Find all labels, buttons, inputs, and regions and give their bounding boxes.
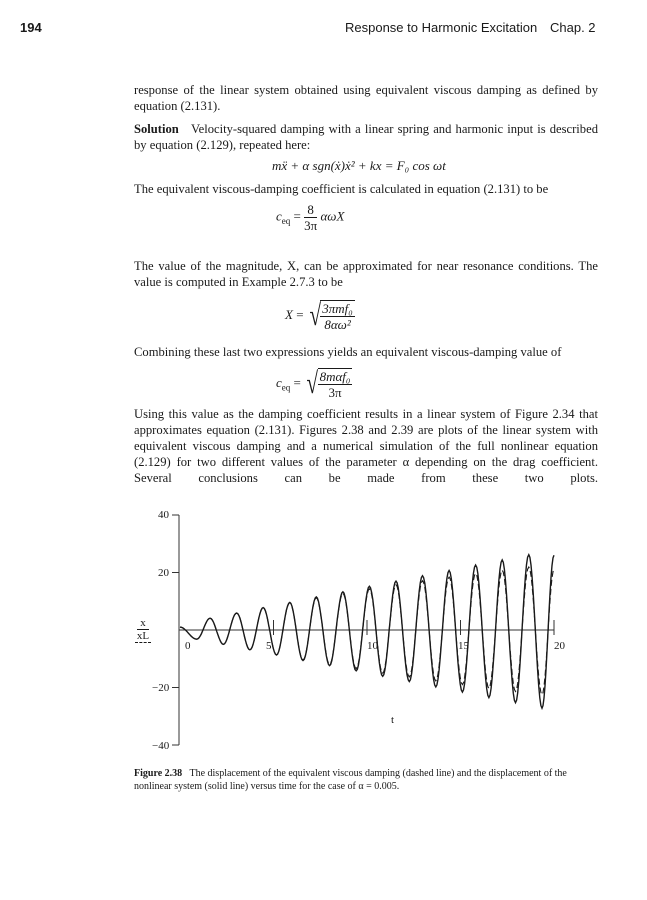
y-tick-label: −20: [152, 682, 170, 694]
numerator: 8: [304, 202, 317, 218]
numerator: 8mαf₀: [319, 369, 351, 384]
sqrt-icon: √: [306, 367, 319, 400]
eq-symbol: c: [276, 208, 282, 224]
eq-symbol: X: [285, 306, 293, 322]
caption-text: The displacement of the equivalent viscous damping (dashed line) and the displacement of the nonlinear system (solid line) versus time for the case of α = 0.005.: [134, 768, 567, 792]
paragraph-4: The value of the magnitude, X, can be approximated for near resonance conditions. The value is computed in Example 2.7.3 to be: [134, 259, 598, 289]
eq-equals: =: [296, 306, 304, 322]
caption-label: Figure 2.38: [134, 768, 183, 779]
x-tick-label: 5: [266, 640, 272, 652]
equation-motion: mẍ + α sgn(ẋ)ẋ² + kx = F₀ cos ωt: [272, 158, 446, 173]
paragraph-6: Using this value as the damping coefficient results in a linear system of Figure 2.34 that approximates equation (2.131). Figures 2.38 and 2.39 are plots of the linear system with equivalent viscous damping and a numerical simulation of the full nonlinear equation (2.129) for two different values of the parameter α depending on the drag coefficient. Several conclusions can be made from these two plots.: [134, 407, 598, 485]
paragraph-3: The equivalent viscous-damping coefficient is calculated in equation (2.131) to be: [134, 182, 549, 196]
figure-caption: [134, 767, 604, 793]
y-tick-label: 20: [158, 567, 169, 579]
page-number: 194: [20, 20, 42, 35]
numerator: 3πmf₀: [322, 301, 353, 316]
chapter-label: Chap. 2: [550, 20, 596, 35]
x-tick-label: 15: [458, 640, 469, 652]
y-tick-label: 40: [158, 509, 169, 521]
eq-sub: eq: [281, 216, 291, 227]
running-title: Response to Harmonic Excitation: [345, 20, 538, 35]
y-axis-label-numerator: x: [137, 618, 149, 630]
x-tick-label: 0: [185, 640, 191, 652]
eq-equals: =: [293, 208, 301, 224]
sqrt-icon: √: [309, 299, 321, 332]
eq-sub: eq: [281, 382, 291, 393]
denominator: 3π: [304, 218, 318, 233]
eq-equals: =: [293, 374, 301, 390]
paragraph-5: Combining these last two expressions yields an equivalent viscous-damping value of: [134, 345, 562, 359]
paragraph-1: response of the linear system obtained using equivalent viscous damping as defined by equation (2.131).: [134, 83, 598, 113]
y-tick-label: −40: [152, 740, 170, 752]
x-tick-label: 20: [554, 640, 565, 652]
solution-text: Velocity-squared damping with a linear spring and harmonic input is described by equation (2.129), repeated here:: [134, 122, 598, 152]
y-axis-label-denominator: xL: [136, 630, 150, 642]
x-axis-label: t: [391, 714, 395, 726]
denominator: 3π: [328, 385, 342, 400]
denominator: 8αω²: [324, 317, 351, 332]
x-tick-label: 10: [367, 640, 378, 652]
solution-label: Solution: [134, 122, 179, 136]
eq-symbol: c: [276, 374, 282, 390]
eq-rest: αωX: [320, 208, 345, 224]
